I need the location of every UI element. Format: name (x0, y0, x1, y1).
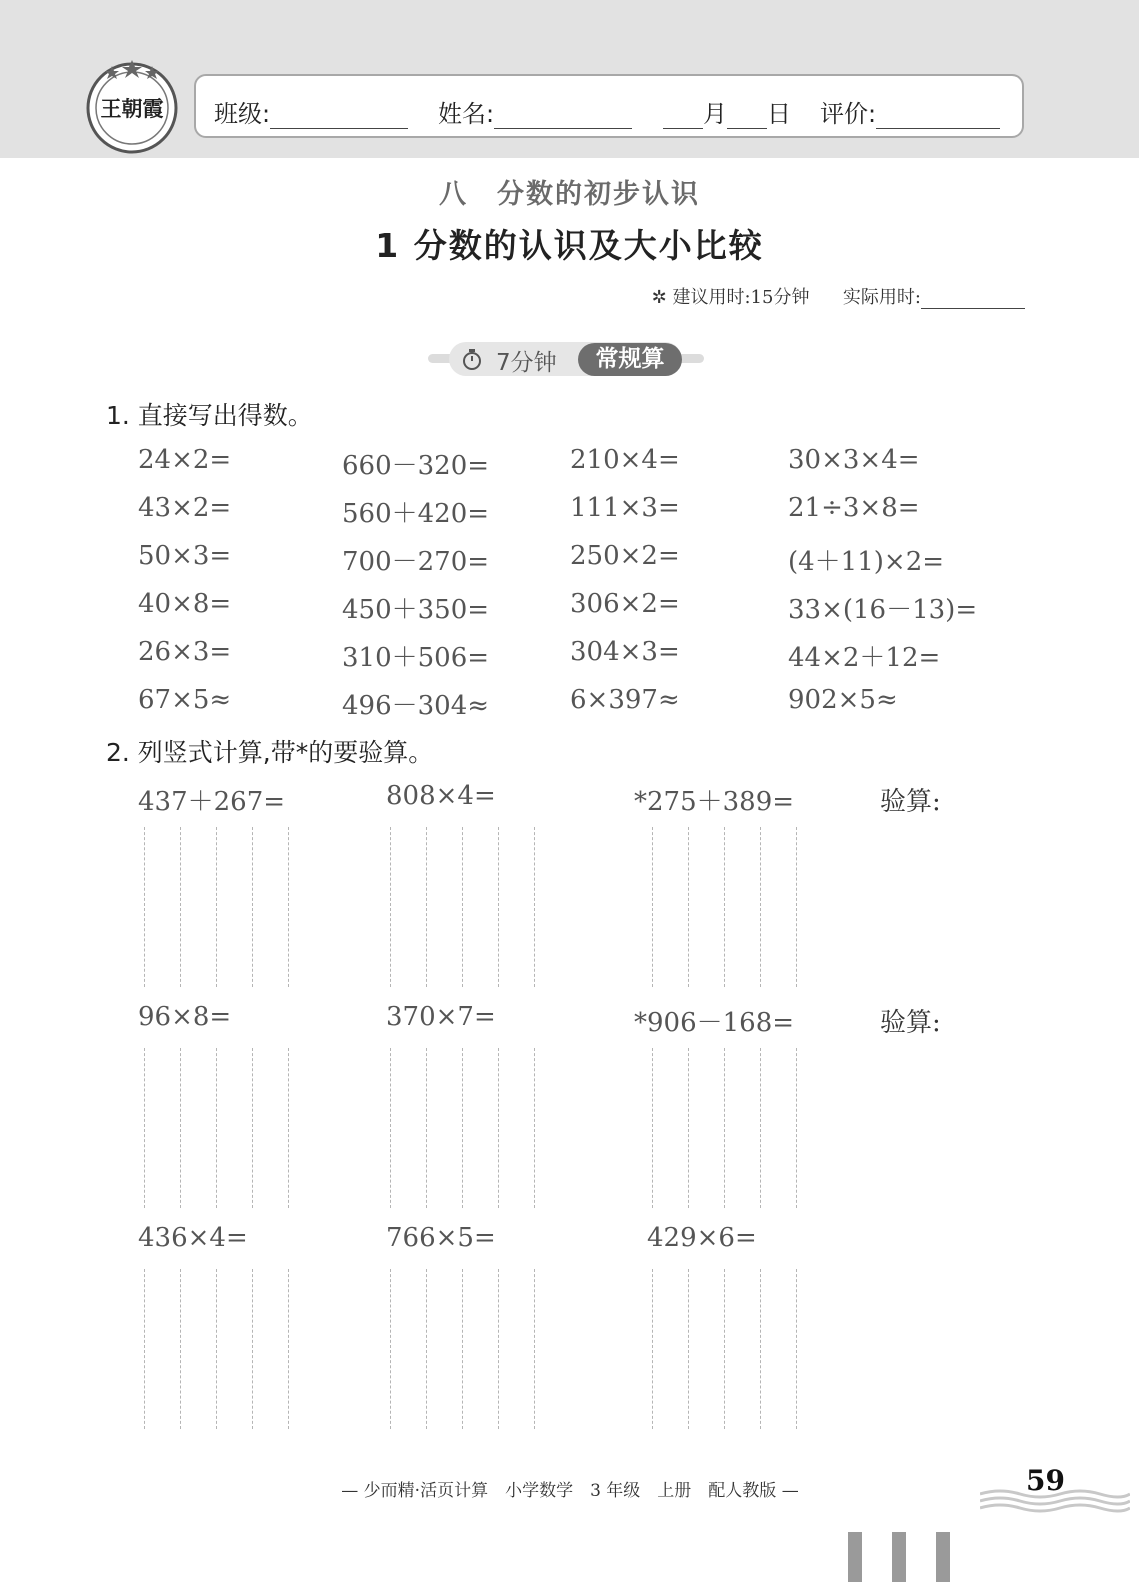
eval-field (820, 94, 1000, 129)
work-grid[interactable] (652, 1048, 802, 1208)
stopwatch-icon (460, 347, 484, 371)
badge-tag: 常规算 (578, 343, 682, 376)
check-label: 验算: (880, 787, 941, 817)
q1-expr: 111×3= (570, 493, 680, 523)
work-grid[interactable] (652, 1269, 802, 1429)
day-label: 日 (767, 100, 791, 128)
q2-expr: *275＋389= (634, 787, 795, 817)
work-grid[interactable] (144, 1048, 294, 1208)
logo-text: 王朝霞 (100, 96, 164, 121)
actual-time-blank[interactable] (921, 290, 1025, 309)
q1-expr: 306×2= (570, 589, 680, 619)
q1-expr: 40×8= (138, 589, 232, 619)
q1-expr: 44×2＋12= (788, 643, 941, 673)
lesson-title: 1 分数的认识及大小比较 (375, 226, 764, 265)
class-field (214, 94, 408, 129)
badge-time: 7分钟 (496, 350, 557, 376)
page-number: 59 (1026, 1464, 1065, 1497)
q2-expr: 429×6= (647, 1223, 757, 1253)
q1-expr: 210×4= (570, 445, 680, 475)
q2-expr: 437＋267= (138, 787, 286, 817)
q1-expr: 250×2= (570, 541, 680, 571)
q1-expr: 33×(16－13)= (788, 595, 978, 625)
class-blank[interactable] (270, 104, 408, 129)
student-info-bar (194, 74, 1024, 138)
gear-icon: ✲ (651, 287, 667, 308)
day-blank[interactable] (727, 104, 767, 129)
q1-expr: 67×5≈ (138, 685, 232, 715)
q1-title: 1. 直接写出得数。 (106, 401, 313, 430)
work-grid[interactable] (390, 1269, 540, 1429)
month-label: 月 (703, 100, 727, 128)
q2-expr: 808×4= (386, 781, 496, 811)
name-blank[interactable] (494, 104, 632, 129)
q2-expr: 766×5= (386, 1223, 496, 1253)
q1-expr: 310＋506= (342, 643, 490, 673)
eval-blank[interactable] (876, 104, 1000, 129)
work-grid[interactable] (652, 827, 802, 987)
q1-expr: 450＋350= (342, 595, 490, 625)
wave-decoration (980, 1488, 1130, 1514)
q1-expr: 6×397≈ (570, 685, 680, 715)
date-field (663, 94, 791, 129)
q1-expr: 26×3= (138, 637, 232, 667)
q1-expr: 304×3= (570, 637, 680, 667)
q1-expr: (4＋11)×2= (788, 547, 945, 577)
name-field (438, 94, 632, 129)
work-grid[interactable] (144, 1269, 294, 1429)
q2-expr: 96×8= (138, 1002, 232, 1032)
work-grid[interactable] (144, 827, 294, 987)
publisher-logo (84, 58, 180, 154)
month-blank[interactable] (663, 104, 703, 129)
work-grid[interactable] (390, 1048, 540, 1208)
q2-title: 2. 列竖式计算,带*的要验算。 (106, 738, 434, 767)
q1-expr: 21÷3×8= (788, 493, 920, 523)
q1-expr: 660－320= (342, 451, 490, 481)
chapter-title: 八 分数的初步认识 (439, 179, 700, 210)
q1-expr: 902×5≈ (788, 685, 898, 715)
q1-expr: 50×3= (138, 541, 232, 571)
q1-expr: 24×2= (138, 445, 232, 475)
name-label: 姓名: (438, 100, 495, 128)
q2-expr: *906－168= (634, 1008, 795, 1038)
class-label: 班级: (214, 100, 271, 128)
q1-expr: 496－304≈ (342, 691, 490, 721)
check-label: 验算: (880, 1008, 941, 1038)
suggested-time: 建议用时:15分钟 (672, 287, 810, 308)
q2-expr: 436×4= (138, 1223, 248, 1253)
q1-expr: 43×2= (138, 493, 232, 523)
q1-expr: 700－270= (342, 547, 490, 577)
q1-expr: 560＋420= (342, 499, 490, 529)
time-info (652, 283, 1025, 309)
footer-text: — 少而精·活页计算 小学数学 3 年级 上册 配人教版 — (341, 1481, 799, 1501)
eval-label: 评价: (820, 100, 877, 128)
work-grid[interactable] (390, 827, 540, 987)
q2-expr: 370×7= (386, 1002, 496, 1032)
actual-time-label: 实际用时: (842, 287, 921, 308)
q1-expr: 30×3×4= (788, 445, 920, 475)
